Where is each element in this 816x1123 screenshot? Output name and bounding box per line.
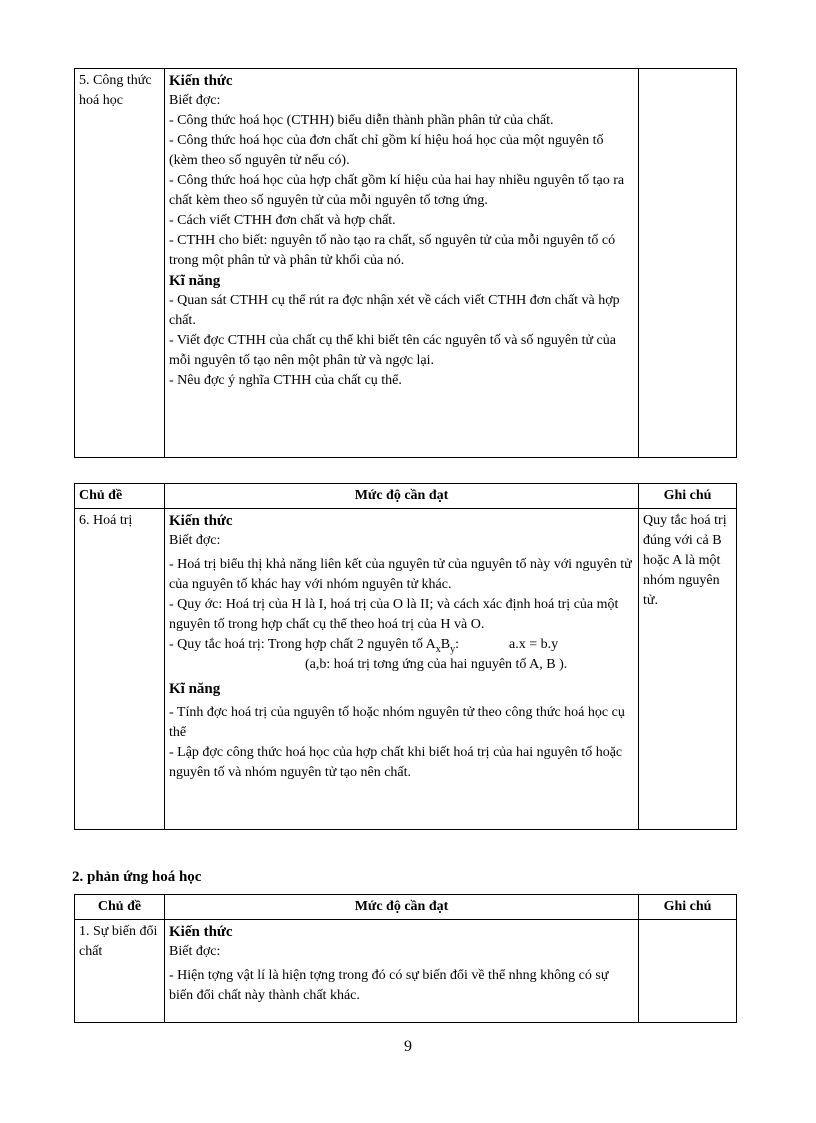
curriculum-table-3 (74, 894, 737, 1023)
rule-sub-x: x (435, 643, 441, 655)
knowledge-item: - Hiện tợng vật lí là hiện tợng trong đó có sự biến đổi về thể nhng không có sự biến đổi chất này thành chất khác. (169, 968, 609, 1003)
skills-heading: Kĩ năng (169, 273, 221, 289)
knowledge-item: - Công thức hoá học của đơn chất chỉ gồm kí hiệu hoá học của một nguyên tố (kèm theo số nguyên tử nếu có). (169, 133, 604, 168)
knowledge-intro: Biết đợc: (169, 533, 221, 548)
content-cell (165, 69, 639, 458)
knowledge-item: - Công thức hoá học (CTHH) biểu diễn thành phần phân tử của chất. (169, 113, 554, 128)
skill-item: - Viết đợc CTHH của chất cụ thể khi biết tên các nguyên tố và số nguyên tử của mỗi nguyên tố tạo nên một phân tử và ngợc lại. (169, 333, 616, 368)
topic-cell: 5. Công thức hoá học (75, 69, 165, 458)
curriculum-table-1 (74, 68, 737, 458)
topic-cell: 6. Hoá trị (75, 509, 165, 830)
note-cell: Quy tắc hoá trị đúng với cả B hoặc A là một nhóm nguyên tử. (639, 509, 737, 830)
header-level: Mức độ cần đạt (165, 484, 639, 509)
section-title: 2. phản ứng hoá học (72, 869, 202, 885)
page-number: 9 (404, 1038, 412, 1055)
skill-item: - Tính đợc hoá trị của nguyên tố hoặc nhóm nguyên tử theo công thức hoá học cụ thể (169, 705, 625, 740)
knowledge-heading: Kiến thức (169, 513, 233, 529)
knowledge-item: - Hoá trị biểu thị khả năng liên kết của nguyên tử của nguyên tố này với nguyên tử của nguyên tố khác hay với nhóm nguyên tử khác. (169, 557, 632, 592)
knowledge-item: - Quy ớc: Hoá trị của H là I, hoá trị của O là II; và cách xác định hoá trị của một nguyên tố trong hợp chất cụ thể theo hoá trị của H và O. (169, 597, 619, 632)
note-cell (639, 69, 737, 458)
valence-rule (169, 635, 634, 655)
header-level: Mức độ cần đạt (165, 895, 639, 920)
topic-cell: 1. Sự biến đổi chất (75, 920, 165, 1023)
rule-explanation: (a,b: hoá trị tơng ứng của hai nguyên tố A, B ). (305, 657, 568, 672)
rule-suffix: : (455, 637, 459, 652)
header-row (75, 895, 737, 920)
table-row (75, 69, 737, 458)
header-note: Ghi chú (639, 895, 737, 920)
skill-item: - Quan sát CTHH cụ thể rút ra đợc nhận xét về cách viết CTHH đơn chất và hợp chất. (169, 293, 620, 328)
table-row (75, 509, 737, 830)
skill-item: - Nêu đợc ý nghĩa CTHH của chất cụ thể. (169, 373, 402, 388)
header-topic: Chủ đề (75, 895, 165, 920)
rule-formula: a.x = b.y (509, 637, 559, 652)
header-note: Ghi chú (639, 484, 737, 509)
skills-heading: Kĩ năng (169, 681, 221, 697)
knowledge-intro: Biết đợc: (169, 944, 221, 959)
rule-sub-y: y (450, 643, 456, 655)
note-cell (639, 920, 737, 1023)
content-cell (165, 920, 639, 1023)
knowledge-intro: Biết đợc: (169, 93, 221, 108)
skill-item: - Lập đợc công thức hoá học của hợp chất khi biết hoá trị của hai nguyên tố hoặc nguyên tố và nhóm nguyên tử tạo nên chất. (169, 745, 623, 780)
header-topic: Chủ đề (75, 484, 165, 509)
table-row (75, 920, 737, 1023)
knowledge-item: - CTHH cho biết: nguyên tố nào tạo ra chất, số nguyên tử của mỗi nguyên tố có trong một phân tử và phân tử khối của nó. (169, 233, 616, 268)
knowledge-heading: Kiến thức (169, 924, 233, 940)
knowledge-item: - Cách viết CTHH đơn chất và hợp chất. (169, 213, 396, 228)
rule-prefix: - Quy tắc hoá trị: Trong hợp chất 2 nguyên tố A (169, 637, 436, 652)
content-cell (165, 509, 639, 830)
knowledge-heading: Kiến thức (169, 73, 233, 89)
rule-mid: B (440, 637, 451, 652)
header-row (75, 484, 737, 509)
knowledge-item: - Công thức hoá học của hợp chất gồm kí hiệu của hai hay nhiều nguyên tố tạo ra chất kèm theo số nguyên tử của mỗi nguyên tố tơng ứng. (169, 173, 625, 208)
curriculum-table-2 (74, 483, 737, 830)
